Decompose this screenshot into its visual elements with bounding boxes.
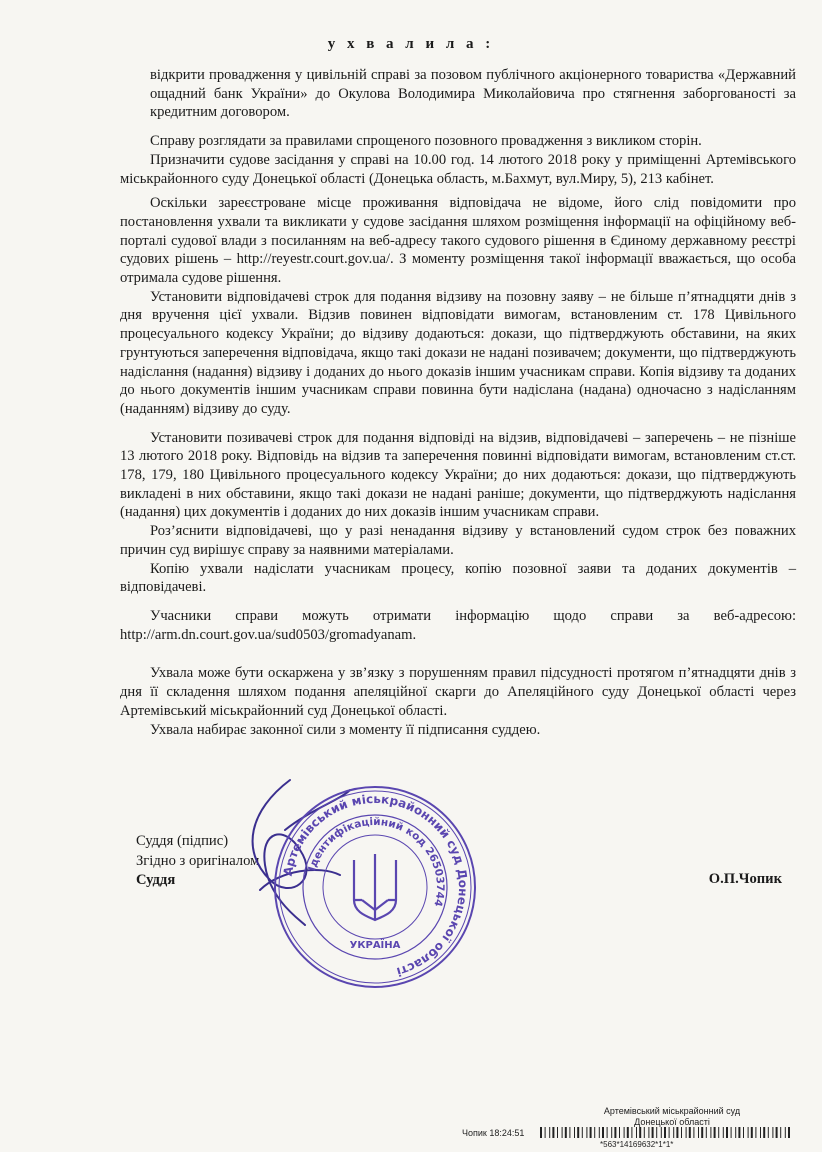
- paragraph-notification: Оскільки зареєстроване місце проживання відповідача не відоме, його слід повідомити про постановлення ухвали та викликати у судове засідання шляхом розміщення інформації на офіційному веб-порталі судової влади з посиланням на веб-адресу такого судового рішення в Єдиному державному реєстрі судових рішень – http://reyestr.court.gov.ua/. З моменту розміщення такої інформації вважається, що особа отримала судове рішення.: [120, 195, 796, 287]
- certified-copy-label: Згідно з оригіналом: [136, 853, 260, 869]
- seal-inner-text: Ідентифікаційний код 26503744: [306, 815, 447, 908]
- seal-outer-text: Артемівський міськрайонний суд Донецької області: [280, 791, 471, 979]
- judge-name: О.П.Чопик: [708, 871, 782, 887]
- svg-text:Ідентифікаційний код 26503744: [306, 816, 446, 908]
- paragraph-explanation: Роз’яснити відповідачеві, що у разі ненадання відзиву у встановлений судом строк без поважних причин суд вирішує справу за наявними матеріалами.: [120, 523, 796, 558]
- barcode-number: *563*14169632*1*1*: [600, 1140, 674, 1149]
- paragraph-copies: Копію ухвали надіслати учасникам процесу, копію позовної заяви та доданих документів – відповідачеві.: [120, 560, 796, 596]
- footer-court-name: [572, 1106, 772, 1128]
- paragraph-appeal: Ухвала може бути оскаржена у зв’язку з порушенням правил підсудності протягом п’ятнадцяти днів з дня її складення шляхом подання апеляційної скарги до Апеляційного суду Донецької області через Артемівський міськрайонний суд Донецької області.: [120, 665, 796, 719]
- paragraph-legal-force: Ухвала набирає законної сили з моменту її підписання суддею.: [150, 721, 541, 738]
- paragraph-web-info: Учасники справи можуть отримати інформацію щодо справи за веб-адресою: http://arm.dn.court.gov.ua/sud0503/gromadyanam.: [120, 607, 796, 643]
- paragraph-response-deadline: Установити відповідачеві строк для подання відзиву на позовну заяву – не більше п’ятнадцяти днів з дня вручення цієї ухвали. Відзив повинен відповідати вимогам, встановленим ст. 178 Цивільного процесуального кодексу України; до відзиву додаються: докази, що підтверджують обставини, на яких грунтуються заперечення відповідача, якщо такі докази не надані позивачем; документи, що підтверджують надіслання (надання) відзиву і доданих до нього доказів іншим учасникам справи. Копія відзиву та доданих до нього документів іншим учасникам справи повинна бути надіслана (надана) одночасно з надісланням (наданням) відзиву до суду.: [120, 288, 796, 417]
- paragraph-reply-deadline: Установити позивачеві строк для подання відповіді на відзив, відповідачеві – заперечень – не пізніше 13 лютого 2018 року. Відповідь на відзив та заперечення повинні відповідати вимогам, встановленим ст.ст. 178, 179, 180 Цивільного процесуального кодексу України; до них додаються: докази, що підтверджують викладені в них обставини, якщо такі докази не надані раніше; документи, що підтверджують надіслання (надання) цих документів і доданих до них доказів іншим учасникам справи.: [120, 429, 796, 521]
- seal-country-text: УКРАЇНА: [349, 940, 401, 951]
- footer-court-line2: Донецької області: [634, 1117, 710, 1127]
- court-seal: [270, 782, 480, 992]
- trident-icon: [354, 854, 396, 920]
- barcode-icon: [540, 1127, 790, 1138]
- footer-time-stamp: Чопик 18:24:51: [462, 1128, 525, 1138]
- paragraph-hearing-date: Призначити судове засідання у справі на 10.00 год. 14 лютого 2018 року у приміщенні Артемівського міськрайонного суду Донецької області (Донецька область, м.Бахмут, вул.Миру, 5), 213 кабінет.: [120, 151, 796, 187]
- judge-title: Суддя: [136, 872, 176, 888]
- decision-body: [120, 66, 796, 739]
- paragraph-open-proceedings: відкрити провадження у цивільній справі за позовом публічного акціонерного товариства «Державний ощадний банк України» до Окулова Володимира Миколайовича про стягнення заборгованості за кредитним договором.: [150, 67, 796, 121]
- decision-heading: у х в а л и л а :: [327, 36, 495, 52]
- footer-court-line1: Артемівський міськрайонний суд: [603, 1106, 741, 1116]
- paragraph-simplified-procedure: Справу розглядати за правилами спрощеного позовного провадження з викликом сторін.: [150, 133, 702, 150]
- signature-label: Суддя (підпис): [136, 833, 229, 849]
